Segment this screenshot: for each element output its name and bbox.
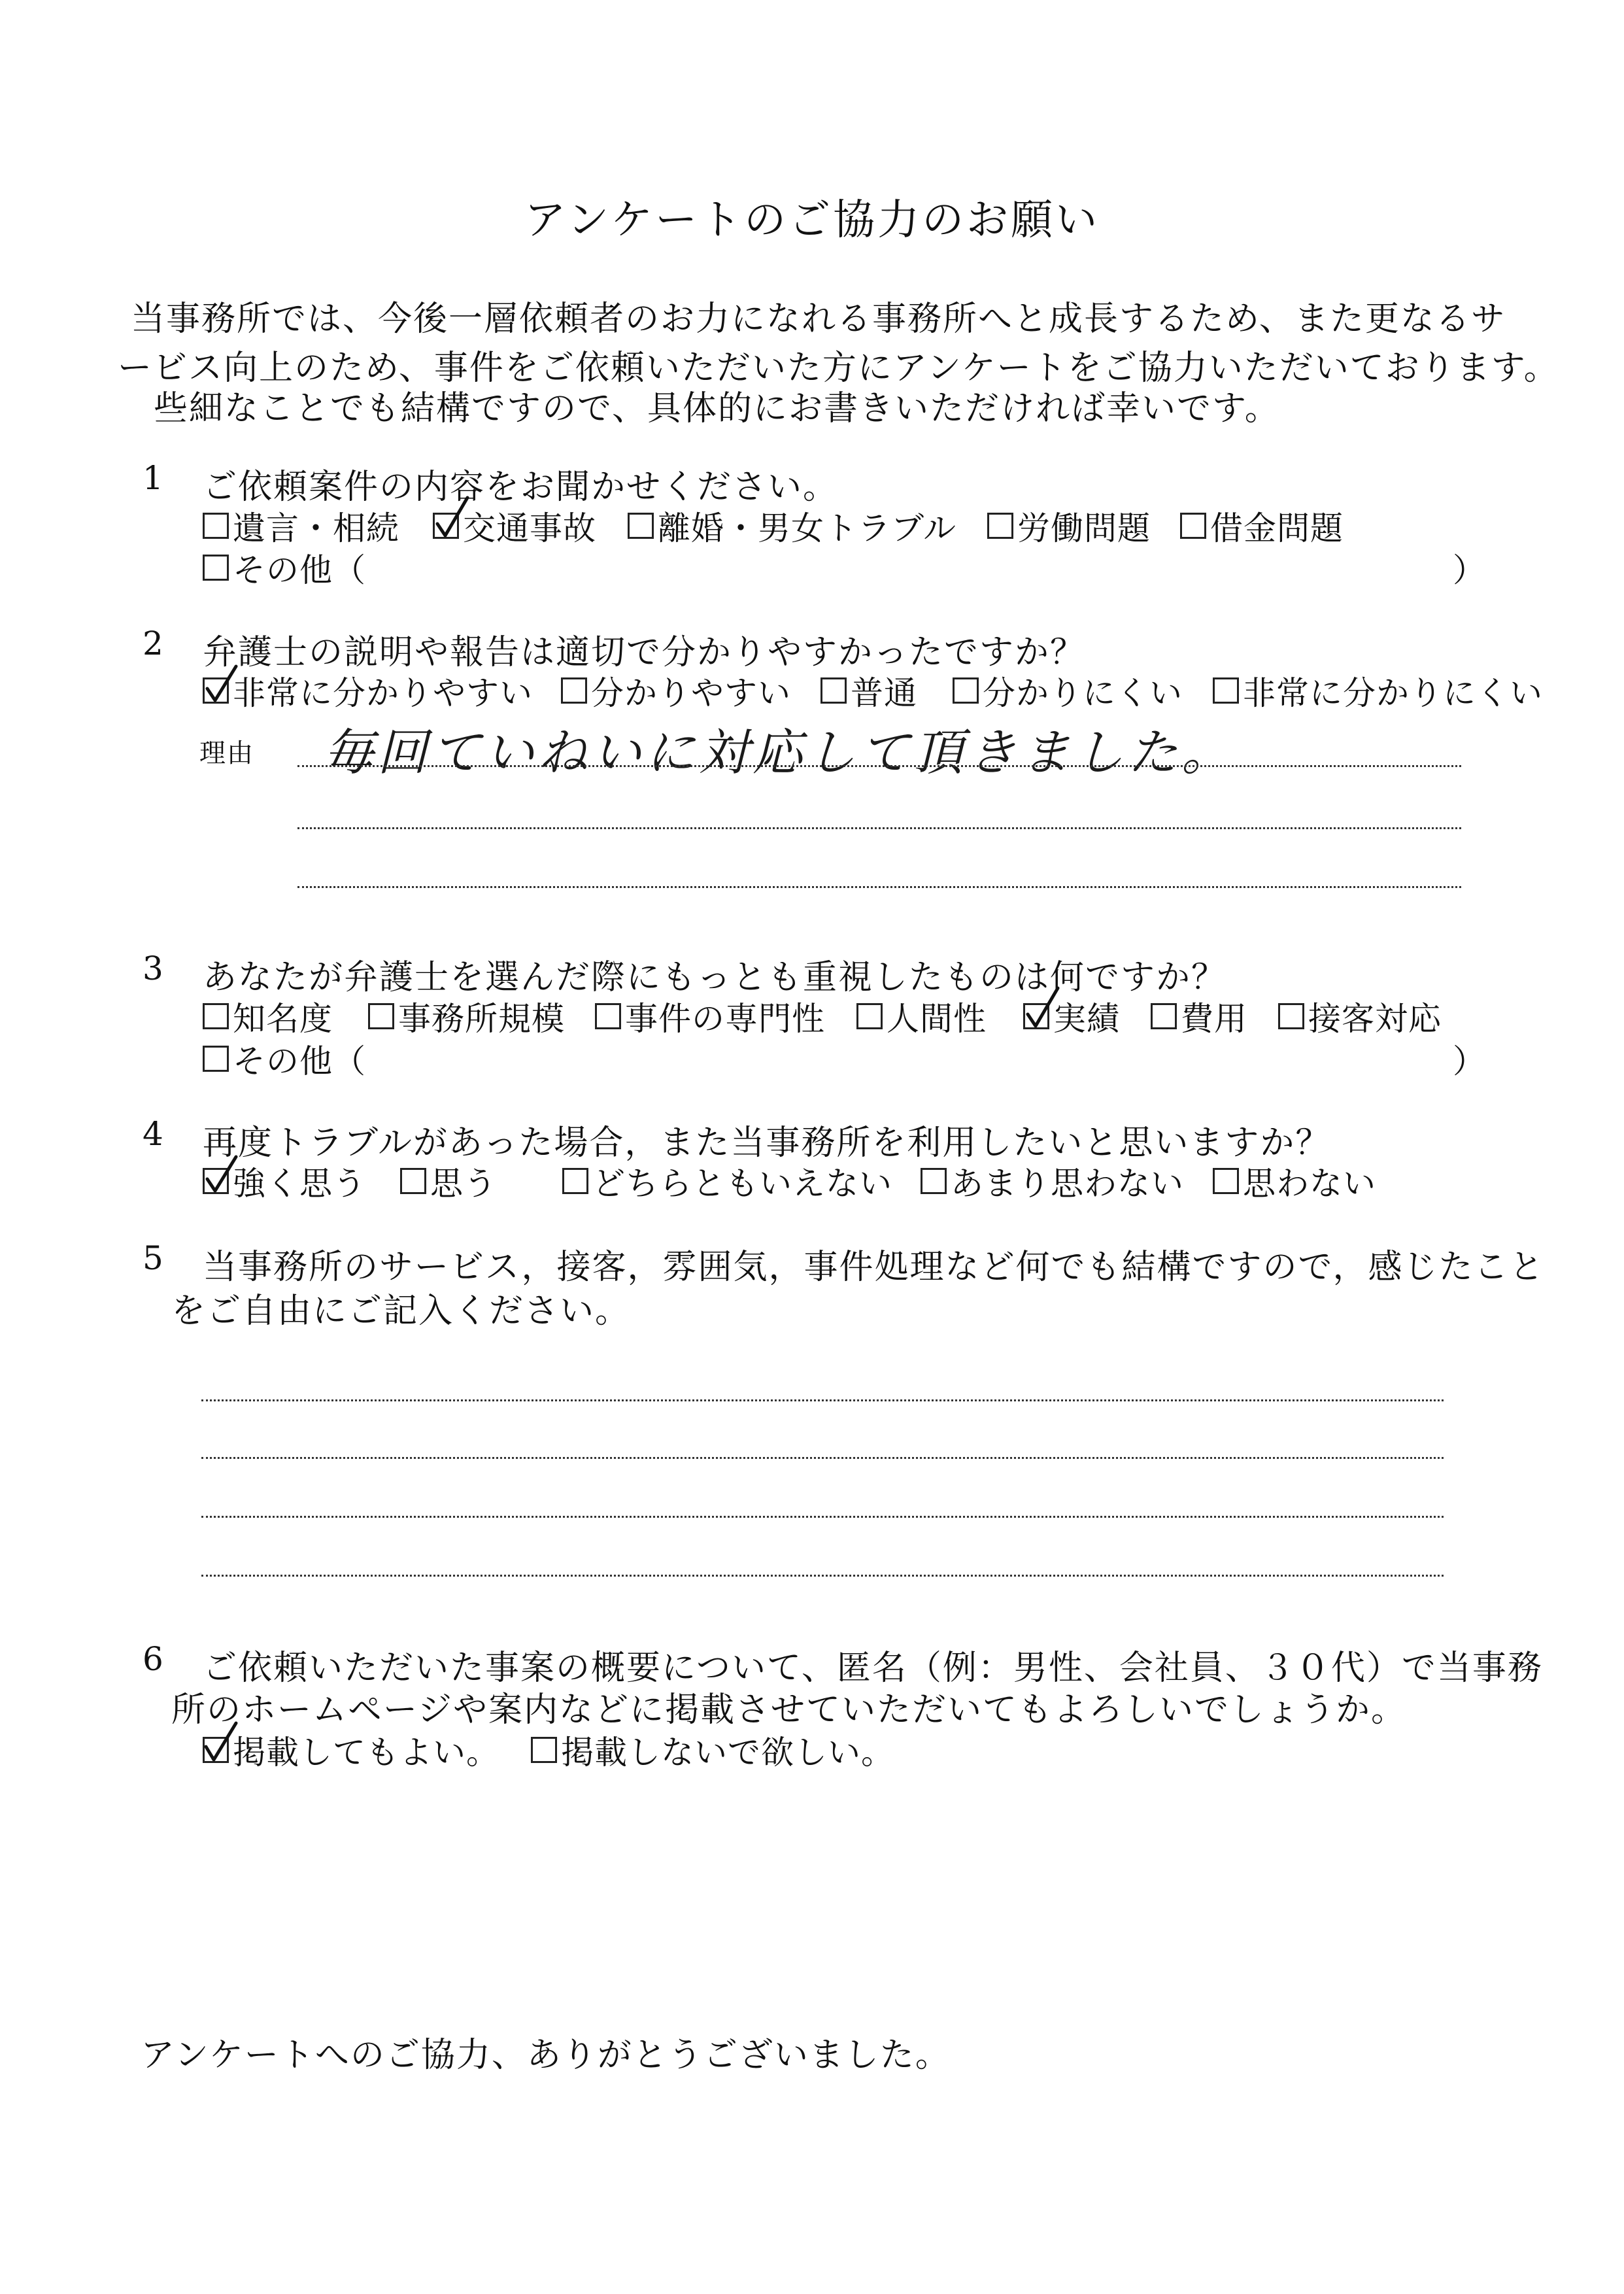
q5-answer-line-1	[201, 1399, 1444, 1401]
q3-option-cost[interactable]	[1151, 993, 1247, 1040]
option-label: 非常に分かりやすい	[233, 674, 533, 712]
q5-text-line-1: 当事務所のサービス，接客，雰囲気，事件処理など何でも結構ですので，感じたこと	[203, 1248, 1545, 1287]
checkbox-empty[interactable]	[1278, 1003, 1304, 1029]
checkbox-empty[interactable]	[1213, 1168, 1239, 1194]
q3-option-fame[interactable]	[203, 993, 333, 1040]
q2-option-very-clear[interactable]	[203, 667, 533, 714]
option-label: 分かりにくい	[983, 674, 1183, 712]
option-label: 強く思う	[233, 1165, 366, 1203]
q2-reason-line-1	[297, 765, 1461, 767]
checkbox-empty[interactable]	[368, 1003, 394, 1029]
q1-text: ご依頼案件の内容をお聞かせください。	[203, 468, 839, 507]
option-label: 交通事故	[463, 509, 596, 547]
q1-option-labor[interactable]	[987, 502, 1151, 549]
option-label: 労働問題	[1017, 509, 1151, 547]
q3-text: あなたが弁護士を選んだ際にもっとも重視したものは何ですか？	[203, 958, 1227, 997]
q3-option-track-record[interactable]	[1023, 993, 1120, 1040]
closing-message: アンケートへのご協力、ありがとうございました。	[141, 2036, 951, 2075]
q5-text-line-2: をご自由にご記入ください。	[171, 1292, 631, 1331]
checkbox-empty[interactable]	[987, 513, 1013, 539]
q1-option-traffic-accident[interactable]	[433, 502, 596, 549]
q5-number: 5	[143, 1239, 163, 1277]
checkbox-empty[interactable]	[856, 1003, 883, 1029]
q4-option-not-much[interactable]	[921, 1157, 1184, 1205]
checkbox-empty[interactable]	[820, 677, 847, 704]
q6-text-line-2: 所のホームページや案内などに掲載させていただいてもよろしいでしょうか。	[171, 1690, 1406, 1730]
check-mark-icon	[433, 495, 473, 541]
checkbox-empty[interactable]	[203, 1003, 229, 1029]
checkbox-empty[interactable]	[1213, 677, 1239, 704]
q2-option-clear[interactable]	[561, 667, 791, 714]
q4-option-no[interactable]	[1213, 1157, 1376, 1205]
q4-option-neutral[interactable]	[562, 1157, 892, 1205]
q2-option-very-unclear[interactable]	[1213, 667, 1543, 714]
checkbox-empty[interactable]	[203, 555, 229, 581]
option-label: 知名度	[233, 1000, 333, 1038]
checkbox-empty[interactable]	[561, 677, 587, 704]
intro-line-1: 当事務所では、今後一層依頼者のお力になれる事務所へと成長するため、また更なるサ	[131, 300, 1506, 339]
q4-number: 4	[143, 1115, 163, 1153]
q2-option-unclear[interactable]	[953, 667, 1183, 714]
q1-other-close-paren: ）	[1453, 551, 1485, 589]
checkbox-empty[interactable]	[203, 513, 229, 539]
q2-number: 2	[143, 625, 163, 662]
option-label: 掲載してもよい。	[233, 1734, 499, 1772]
q3-option-expertise[interactable]	[595, 993, 825, 1040]
option-label: 実績	[1053, 1000, 1120, 1038]
option-label: 思う	[430, 1165, 497, 1203]
q6-number: 6	[143, 1640, 163, 1678]
check-mark-icon	[203, 1150, 243, 1196]
q3-option-other[interactable]	[203, 1035, 366, 1082]
q4-option-strongly-yes[interactable]	[203, 1157, 366, 1205]
check-mark-icon	[1024, 985, 1063, 1031]
q1-option-divorce[interactable]	[628, 502, 956, 549]
check-mark-icon	[203, 1719, 243, 1765]
checkbox-empty[interactable]	[562, 1168, 588, 1194]
option-label: 接客対応	[1308, 1000, 1442, 1038]
option-label: 事件の専門性	[625, 1000, 825, 1038]
checkbox-checked[interactable]	[203, 1737, 229, 1763]
q3-option-personality[interactable]	[856, 993, 987, 1040]
q2-option-normal[interactable]	[820, 667, 917, 714]
checkbox-empty[interactable]	[595, 1003, 621, 1029]
q1-option-other[interactable]	[203, 544, 366, 591]
checkbox-checked[interactable]	[1023, 1003, 1049, 1029]
checkbox-empty[interactable]	[628, 513, 654, 539]
q5-answer-line-4	[201, 1575, 1444, 1577]
q2-reason-line-3	[297, 886, 1461, 888]
option-label: 思わない	[1243, 1165, 1376, 1203]
option-label: どちらともいえない	[592, 1165, 892, 1203]
q6-option-deny[interactable]	[531, 1726, 894, 1773]
checkbox-empty[interactable]	[921, 1168, 947, 1194]
q5-answer-line-2	[201, 1457, 1444, 1459]
option-label: 掲載しないで欲しい。	[561, 1734, 894, 1772]
check-mark-icon	[203, 660, 243, 706]
checkbox-checked[interactable]	[433, 513, 459, 539]
option-label: 費用	[1181, 1000, 1247, 1038]
option-label: 人間性	[887, 1000, 987, 1038]
q2-reason-handwritten-answer: 毎回ていねいに対応して頂きました。	[324, 723, 1235, 781]
page-title: アンケートのご協力のお願い	[524, 196, 1100, 245]
q6-text-line-1: ご依頼いただいた事案の概要について、匿名（例：男性、会社員、３０代）で当事務	[203, 1649, 1543, 1688]
option-label: 普通	[851, 674, 917, 712]
option-label: 分かりやすい	[591, 674, 791, 712]
option-label: 事務所規模	[398, 1000, 565, 1038]
q1-number: 1	[143, 459, 163, 497]
checkbox-empty[interactable]	[203, 1046, 229, 1072]
checkbox-empty[interactable]	[1180, 513, 1206, 539]
checkbox-empty[interactable]	[1151, 1003, 1177, 1029]
option-label: 借金問題	[1210, 509, 1344, 547]
q3-option-firm-size[interactable]	[368, 993, 565, 1040]
q4-text: 再度トラブルがあった場合，また当事務所を利用したいと思いますか？	[203, 1123, 1331, 1163]
q3-option-customer-service[interactable]	[1278, 993, 1442, 1040]
q3-other-close-paren: ）	[1453, 1042, 1485, 1080]
intro-line-2: ービス向上のため、事件をご依頼いただいた方にアンケートをご協力いただいております。	[118, 349, 1559, 388]
option-label: 非常に分かりにくい	[1243, 674, 1543, 712]
option-label: 離婚・男女トラブル	[658, 509, 956, 547]
intro-line-3: 些細なことでも結構ですので、具体的にお書きいただければ幸いです。	[154, 389, 1280, 428]
q1-option-debt[interactable]	[1180, 502, 1344, 549]
q1-option-inheritance[interactable]	[203, 502, 399, 549]
checkbox-checked[interactable]	[203, 677, 229, 704]
q2-reason-line-2	[297, 827, 1461, 829]
option-label: その他（	[233, 551, 366, 589]
option-label: その他（	[233, 1042, 366, 1080]
checkbox-checked[interactable]	[203, 1168, 229, 1194]
checkbox-empty[interactable]	[400, 1168, 426, 1194]
q4-option-yes[interactable]	[400, 1157, 497, 1205]
checkbox-empty[interactable]	[531, 1737, 557, 1763]
option-label: 遺言・相続	[233, 509, 399, 547]
q2-reason-label: 理由	[199, 738, 254, 768]
q2-text: 弁護士の説明や報告は適切で分かりやすかったですか？	[203, 633, 1086, 672]
checkbox-empty[interactable]	[953, 677, 979, 704]
q6-option-allow[interactable]	[203, 1726, 499, 1773]
q5-answer-line-3	[201, 1516, 1444, 1518]
q3-number: 3	[143, 950, 163, 987]
option-label: あまり思わない	[951, 1165, 1184, 1203]
